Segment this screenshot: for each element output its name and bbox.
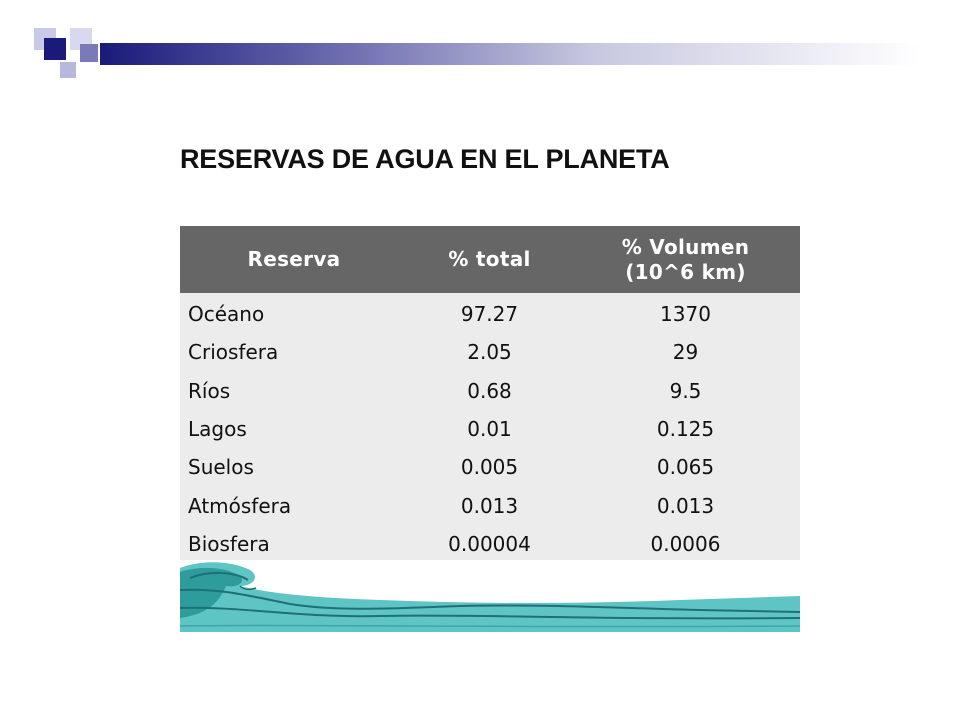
cell-volumen: 9.5	[571, 372, 800, 410]
slide-title: RESERVAS DE AGUA EN EL PLANETA	[180, 144, 670, 174]
table-row	[180, 486, 800, 524]
cell-reserva: Criosfera	[180, 333, 408, 371]
table-row	[180, 410, 800, 448]
deco-square-icon	[60, 62, 76, 78]
cell-volumen: 29	[571, 333, 800, 371]
cell-percent-total: 0.005	[408, 448, 571, 486]
cell-reserva: Suelos	[180, 448, 408, 486]
cell-percent-total: 2.05	[408, 333, 571, 371]
cell-volumen: 0.0006	[571, 525, 800, 563]
cell-percent-total: 0.013	[408, 486, 571, 524]
table-row	[180, 448, 800, 486]
header-volumen-line2: (10^6 km)	[625, 259, 746, 284]
table-row	[180, 293, 800, 333]
table-header-row	[180, 226, 800, 293]
cell-percent-total: 0.68	[408, 372, 571, 410]
header-percent-total: % total	[408, 226, 571, 293]
cell-reserva: Océano	[180, 293, 408, 333]
table-row	[180, 525, 800, 563]
cell-percent-total: 97.27	[408, 293, 571, 333]
cell-reserva: Lagos	[180, 410, 408, 448]
header-gradient-bar	[100, 43, 920, 65]
header-percent-volumen	[571, 226, 800, 293]
deco-square-icon	[44, 38, 66, 60]
cell-reserva: Biosfera	[180, 525, 408, 563]
header-decoration	[0, 0, 960, 90]
cell-volumen: 0.125	[571, 410, 800, 448]
cell-volumen: 0.013	[571, 486, 800, 524]
deco-square-icon	[80, 44, 98, 62]
table-row	[180, 372, 800, 410]
cell-reserva: Ríos	[180, 372, 408, 410]
cell-volumen: 0.065	[571, 448, 800, 486]
cell-percent-total: 0.01	[408, 410, 571, 448]
header-volumen-line1: % Volumen	[621, 234, 750, 259]
ocean-waves-icon	[180, 560, 800, 632]
table-row	[180, 333, 800, 371]
cell-volumen: 1370	[571, 293, 800, 333]
cell-percent-total: 0.00004	[408, 525, 571, 563]
water-reserves-table	[180, 226, 800, 563]
header-reserva: Reserva	[180, 226, 408, 293]
cell-reserva: Atmósfera	[180, 486, 408, 524]
